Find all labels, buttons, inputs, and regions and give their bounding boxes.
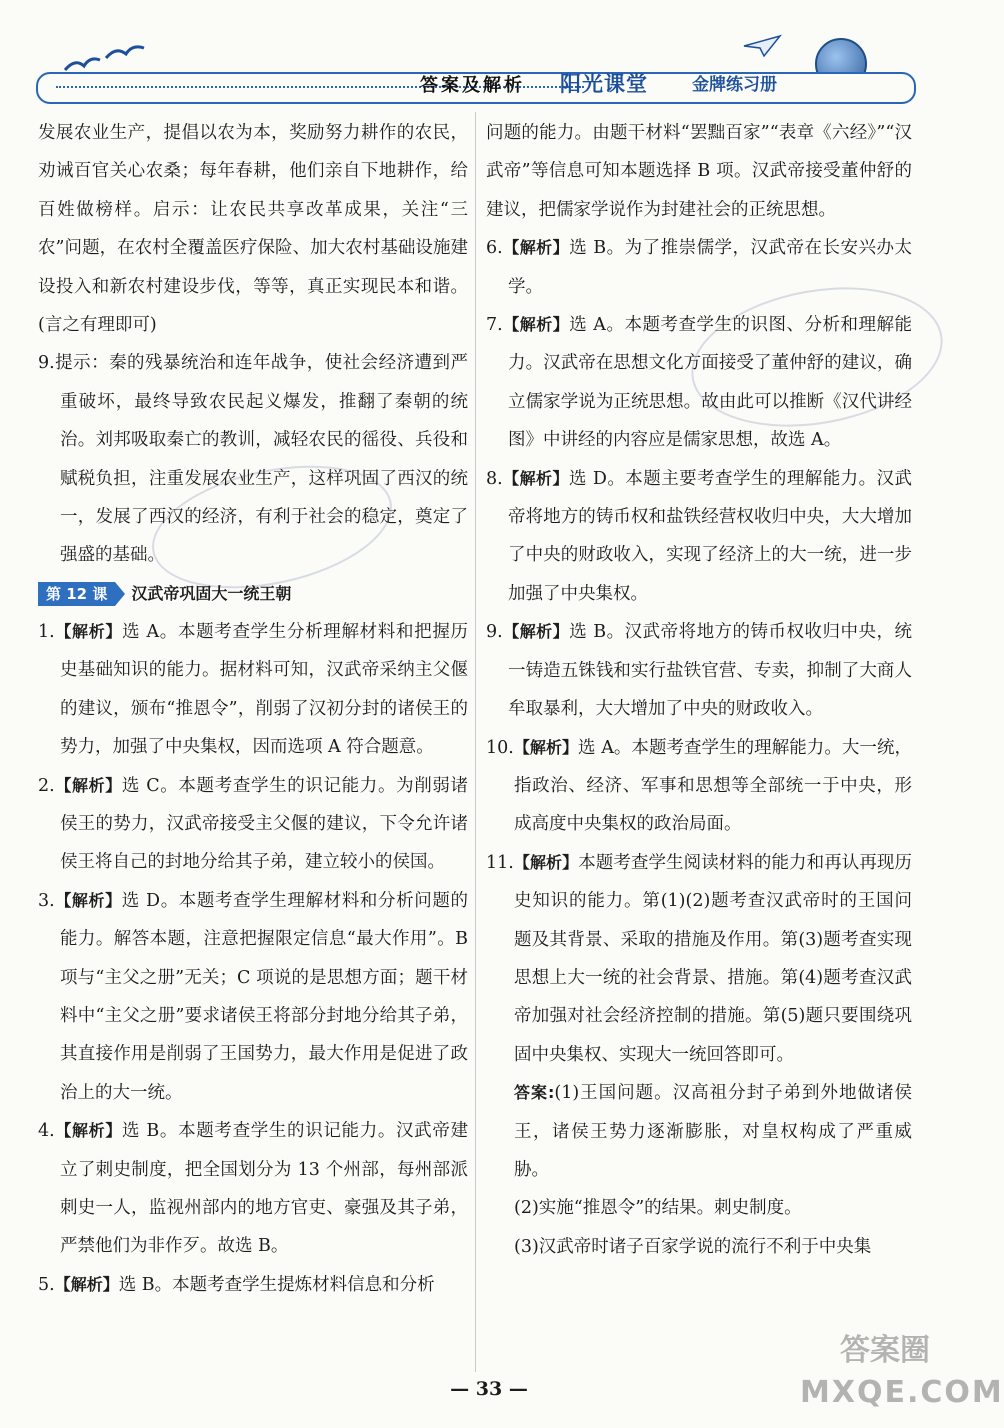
answer-item: 9.【解析】选 B。汉武帝将地方的铸币权收归中央，统一铸造五铢钱和实行盐铁官营、专卖，抑制了大商人牟取暴利，大大增加了中央的财政收入。 xyxy=(486,622,912,720)
header-series: 金牌练习册 xyxy=(692,75,777,95)
site-watermark xyxy=(800,1328,1004,1418)
lesson-heading xyxy=(38,579,468,609)
answer-item: 6.【解析】选 B。为了推崇儒学，汉武帝在长安兴办太学。 xyxy=(486,238,912,297)
right-column xyxy=(486,114,912,1266)
answer-paragraph: 发展农业生产，提倡以农为本，奖励努力耕作的农民，劝诫百官关心农桑；每年春耕，他们亲自下地耕作，给百姓做榜样。启示：让农民共享改革成果，关注“三农”问题，在农村全覆盖医疗保险、加大农村基础设施建设投入和新农村建设步伐，等等，真正实现民本和谐。(言之有理即可) xyxy=(38,123,468,336)
page-header xyxy=(0,0,978,110)
left-column xyxy=(38,114,468,1304)
column-divider xyxy=(475,112,476,1372)
paper-plane-icon xyxy=(742,34,782,58)
answer-item: 10.【解析】选 A。本题考查学生的理解能力。大一统，指政治、经济、军事和思想等全部统一于中央，形成高度中央集权的政治局面。 xyxy=(486,737,912,835)
answer-item: 4.【解析】选 B。本题考查学生的识记能力。汉武帝建立了刺史制度，把全国划分为 13 个州部，每州部派刺史一人，监视州部内的地方官吏、豪强及其子弟，严禁他们为非作歹。故选 B。 xyxy=(38,1121,468,1257)
answer-item: 1.【解析】选 A。本题考查学生分析理解材料和把握历史基础知识的能力。据材料可知，汉武帝采纳主父偃的建议，颁布“推恩令”，削弱了汉初分封的诸侯王的势力，加强了中央集权，因而选项 A 符合题意。 xyxy=(38,621,468,758)
answer-paragraph: 问题的能力。由题干材料“罢黜百家”“表章《六经》”“汉武帝”等信息可知本题选择 B 项。汉武帝接受董仲舒的建议，把儒家学说作为封建社会的正统思想。 xyxy=(486,123,912,220)
answer-item: 8.【解析】选 D。本题主要考查学生的理解能力。汉武帝将地方的铸币权和盐铁经营权收归中央，大大增加了中央的财政收入，实现了经济上的大一统，进一步加强了中央集权。 xyxy=(486,468,912,604)
lesson-number: 第 12 课 xyxy=(38,582,115,606)
answer-item: 5.【解析】选 B。本题考查学生提炼材料信息和分析 xyxy=(38,1274,435,1295)
header-brand: 阳光课堂 xyxy=(560,72,648,96)
answer-item: 3.【解析】选 D。本题考查学生理解材料和分析问题的能力。解答本题，注意把握限定信息“最大作用”。B 项与“主父之册”无关；C 项说的是思想方面；题干材料中“主父之册”要求诸侯王将部分封地分给其子弟，其直接作用是削弱了王国势力，最大作用是促进了政治上的大一统。 xyxy=(38,890,468,1103)
answer-block: 答案:(1)王国问题。汉高祖分封子弟到外地做诸侯王，诸侯王势力逐渐膨胀，对皇权构成了严重威胁。 xyxy=(514,1083,912,1180)
answer-line: (3)汉武帝时诸子百家学说的流行不利于中央集 xyxy=(514,1236,872,1257)
watermark-bottom: MXQE.COM xyxy=(800,1375,1004,1410)
answer-item: 2.【解析】选 C。本题考查学生的识记能力。为削弱诸侯王的势力，汉武帝接受主父偃的建议，下令允许诸侯王将自己的封地分给其子弟，建立较小的侯国。 xyxy=(38,775,468,873)
lesson-title: 汉武帝巩固大一统王朝 xyxy=(131,583,292,603)
answer-item: 11.【解析】本题考查学生阅读材料的能力和再认再现历史知识的能力。第(1)(2)题考查汉武帝时的王国问题及其背景、采取的措施及作用。第(3)题考查实现思想上大一统的社会背景、措施。第(4)题考查汉武帝加强对社会经济控制的措施。第(5)题只要围绕巩固中央集权、实现大一统回答即可。 xyxy=(486,852,912,1065)
answer-item: 7.【解析】选 A。本题考查学生的识图、分析和理解能力。汉武帝在思想文化方面接受了董仲舒的建议，确立儒家学说为正统思想。故由此可以推断《汉代讲经图》中讲经的内容应是儒家思想，故选 A。 xyxy=(486,315,912,451)
page-number: — 33 — xyxy=(450,1378,528,1400)
header-title: 答案及解析 xyxy=(420,75,525,96)
watermark-top: 答案圈 xyxy=(840,1333,930,1368)
answer-line: (2)实施“推恩令”的结果。刺史制度。 xyxy=(514,1198,802,1219)
answer-label: 答案: xyxy=(514,1083,555,1103)
answer-item-9: 9.提示：秦的残暴统治和连年战争，使社会经济遭到严重破坏，最终导致农民起义爆发，推翻了秦朝的统治。刘邦吸取秦亡的教训，减轻农民的徭役、兵役和赋税负担，注重发展农业生产，这样巩固了西汉的统一，发展了西汉的经济，有利于社会的稳定，奠定了强盛的基础。 xyxy=(38,353,468,566)
lesson-arrow-icon xyxy=(115,582,125,606)
